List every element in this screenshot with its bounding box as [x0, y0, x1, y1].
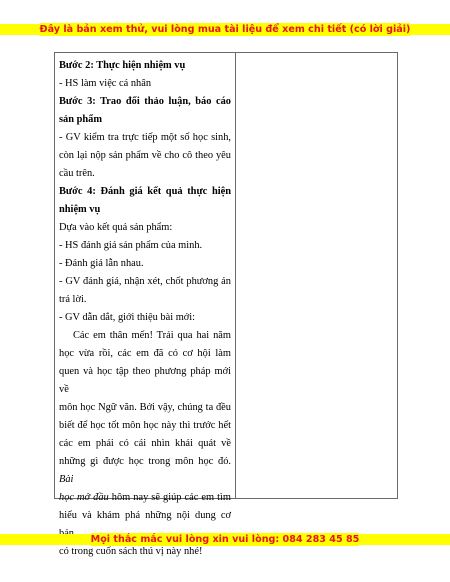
step4-item-teacher-assess-line2: trả lời.	[59, 294, 87, 305]
preview-notice-text: Đây là bản xem thử, vui lòng mua tài liệu để xem chi tiết (có lời giải)	[39, 24, 411, 35]
product-column	[236, 53, 397, 498]
step4-heading-line2: nhiệm vụ	[59, 204, 101, 215]
intro-paragraph-line3: quen và học tập theo phương pháp mới về	[59, 366, 231, 395]
intro-paragraph-line7	[59, 453, 231, 489]
intro-paragraph-line9: hiểu và khám phá những nội dung cơ	[59, 510, 231, 521]
step3-text-line2: còn lại nộp sản phẩm về cho cô theo yêu	[59, 150, 231, 161]
step4-intro: Dựa vào kết quả sản phẩm:	[59, 222, 173, 233]
intro-paragraph-line2: học vừa rồi, các em đã có cơ hội làm	[59, 348, 231, 359]
step3-text-line3: cầu trên.	[59, 168, 95, 179]
step3-text-line1: - GV kiểm tra trực tiếp một số học sinh,	[59, 132, 231, 143]
intro-paragraph-line7-text: những gì được học trong môn học đó.	[59, 456, 231, 467]
lesson-title-part1: Bài	[59, 474, 74, 485]
step3-heading-line2: sản phẩm	[59, 114, 103, 125]
step2-text: - HS làm việc cá nhân	[59, 78, 152, 89]
step4-heading-line1: Bước 4: Đánh giá kết quả thực hiện	[59, 186, 231, 197]
contact-text: Mọi thắc mắc vui lòng xin vui lòng: 084 283 45 85	[90, 534, 360, 545]
intro-paragraph-line8	[59, 489, 231, 507]
lesson-title-part2: học mở đầu	[59, 492, 109, 503]
intro-paragraph-line6: các em phải có cái nhìn khái quát về	[59, 438, 231, 449]
intro-paragraph-line8-text: hôm nay sẽ giúp các em tìm	[108, 492, 231, 503]
step4-item-teacher-assess-line1: - GV đánh giá, nhận xét, chốt phương án	[59, 276, 231, 287]
contact-banner	[0, 534, 450, 545]
preview-notice-banner	[0, 24, 450, 35]
step4-item-peer-assess: - Đánh giá lẫn nhau.	[59, 258, 144, 269]
intro-paragraph-line10: có trong cuốn sách thú vị này nhé!	[59, 546, 203, 557]
intro-paragraph-line5: biết để học tốt môn học này thì trước hết	[59, 420, 231, 431]
intro-paragraph-line1: Các em thân mến! Trải qua hai năm	[73, 330, 231, 341]
step4-item-self-assess: - HS đánh giá sản phẩm của mình.	[59, 240, 203, 251]
step2-heading: Bước 2: Thực hiện nhiệm vụ	[59, 60, 186, 71]
step3-heading-line1: Bước 3: Trao đổi thảo luận, báo cáo	[59, 96, 231, 107]
intro-paragraph-line4: môn học Ngữ văn. Bởi vậy, chúng ta đều	[59, 402, 231, 413]
step4-item-intro-lesson: - GV dẫn dắt, giới thiệu bài mới:	[59, 312, 196, 323]
